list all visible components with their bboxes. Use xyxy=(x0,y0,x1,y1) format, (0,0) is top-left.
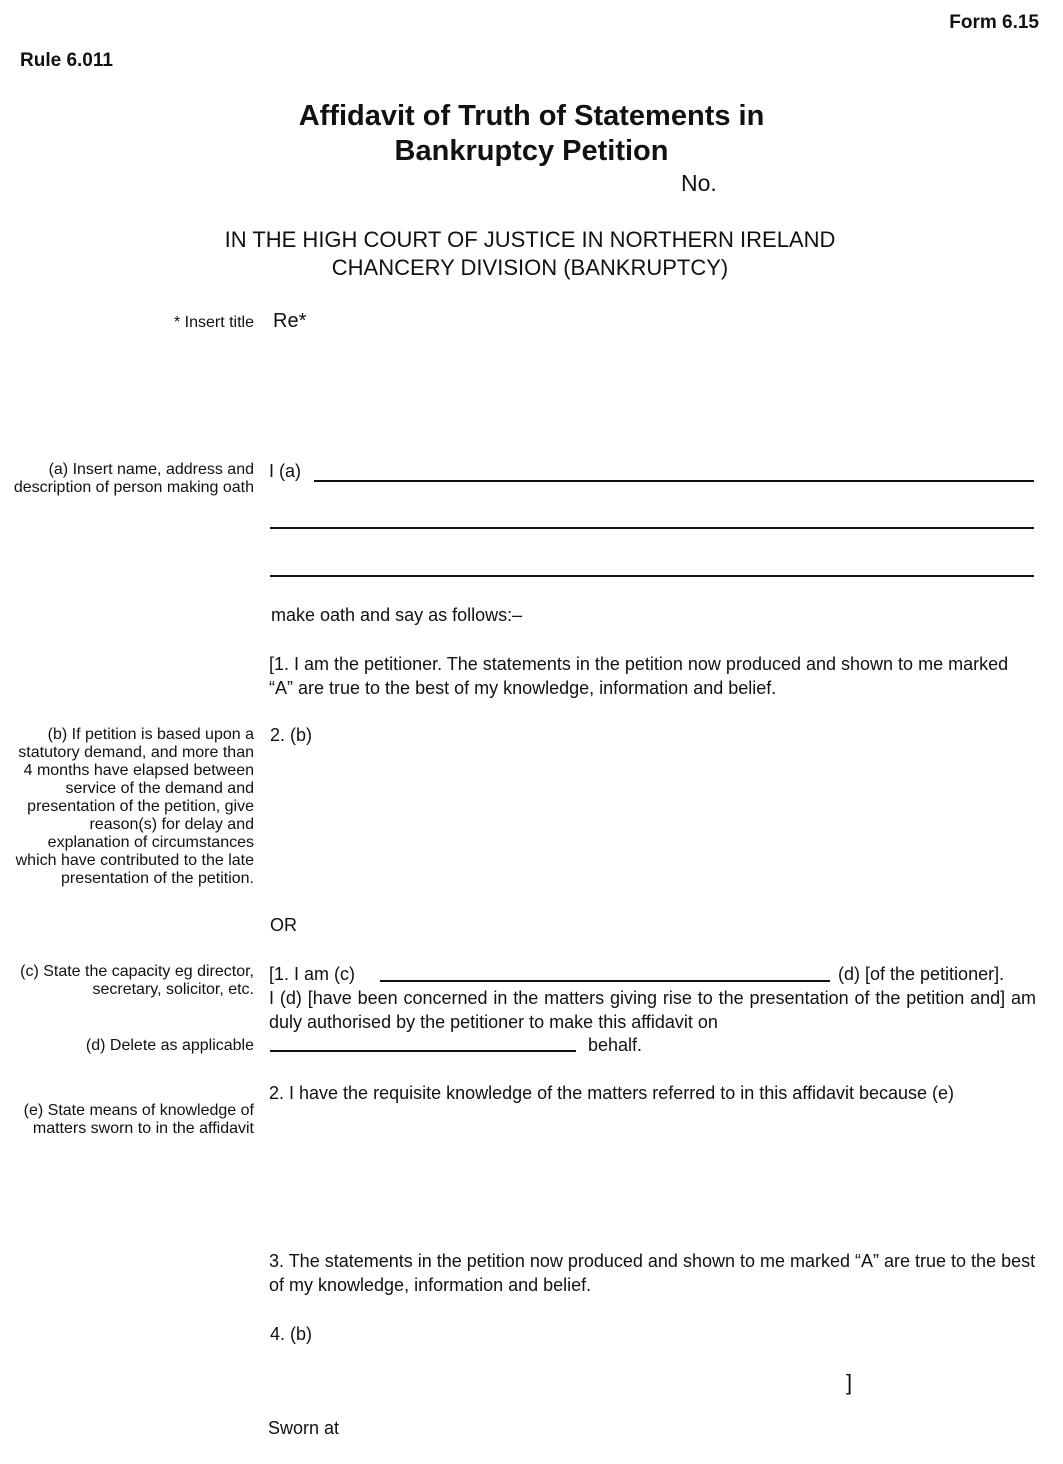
title-line-2: Bankruptcy Petition xyxy=(394,135,669,167)
make-oath-text: make oath and say as follows:– xyxy=(271,605,523,625)
rule-number: Rule 6.011 xyxy=(20,50,113,71)
petition-number-label: No. xyxy=(681,170,717,196)
note-e: (e) State means of knowledge of matters sworn to in the affidavit xyxy=(23,1102,254,1137)
or-separator: OR xyxy=(270,915,297,935)
paragraph-2-knowledge: 2. I have the requisite knowledge of the matters referred to in this affidavit because (e) xyxy=(269,1083,955,1103)
note-a: (a) Insert name, address and description of person making oath xyxy=(13,461,254,496)
note-c: (c) State the capacity eg director, secretary, solicitor, etc. xyxy=(20,963,254,998)
note-d: (d) Delete as applicable xyxy=(85,1037,254,1054)
closing-bracket: ] xyxy=(846,1370,853,1395)
sworn-at-label: Sworn at xyxy=(268,1418,340,1438)
capacity-line[interactable] xyxy=(380,980,830,982)
alt-paragraph-1-cont: I (d) [have been concerned in the matters giving rise to the presentation of the petition and] am duly authorised by the petitioner to make this affidavit on xyxy=(269,988,1036,1032)
re-label: Re* xyxy=(273,310,307,332)
form-number: Form 6.15 xyxy=(949,12,1039,33)
paragraph-3: 3. The statements in the petition now produced and shown to me marked “A” are true to the best of my knowledge, information and belief. xyxy=(269,1251,1036,1295)
note-insert-title: * Insert title xyxy=(173,314,254,331)
paragraph-2-b: 2. (b) xyxy=(270,725,313,745)
behalf-line[interactable] xyxy=(270,1050,576,1052)
deponent-line-2[interactable] xyxy=(270,527,1034,529)
title-line-1: Affidavit of Truth of Statements in xyxy=(298,100,765,132)
alt-paragraph-1-start: [1. I am (c) xyxy=(269,964,356,984)
deponent-line-1[interactable] xyxy=(314,480,1034,482)
deponent-line-3[interactable] xyxy=(270,575,1034,577)
paragraph-1-petitioner: [1. I am the petitioner. The statements in the petition now produced and shown to me marked “A” are true to the best of my knowledge, information and belief. xyxy=(269,654,1009,698)
alt-paragraph-1-mid: (d) [of the petitioner]. xyxy=(838,964,1005,984)
alt-paragraph-1-end: behalf. xyxy=(588,1035,643,1055)
court-heading xyxy=(0,226,1060,282)
paragraph-4-b: 4. (b) xyxy=(270,1324,313,1344)
court-line-1: IN THE HIGH COURT OF JUSTICE IN NORTHERN IRELAND xyxy=(224,227,836,252)
note-b: (b) If petition is based upon a statutory demand, and more than 4 months have elapsed between service of the demand and presentation of the petition, give reason(s) for delay and explanation of circumstances which have contributed to the late presentation of the petition. xyxy=(15,726,254,887)
court-line-2: CHANCERY DIVISION (BANKRUPTCY) xyxy=(331,255,729,280)
document-title xyxy=(0,99,1063,169)
deponent-label: I (a) xyxy=(269,461,302,481)
